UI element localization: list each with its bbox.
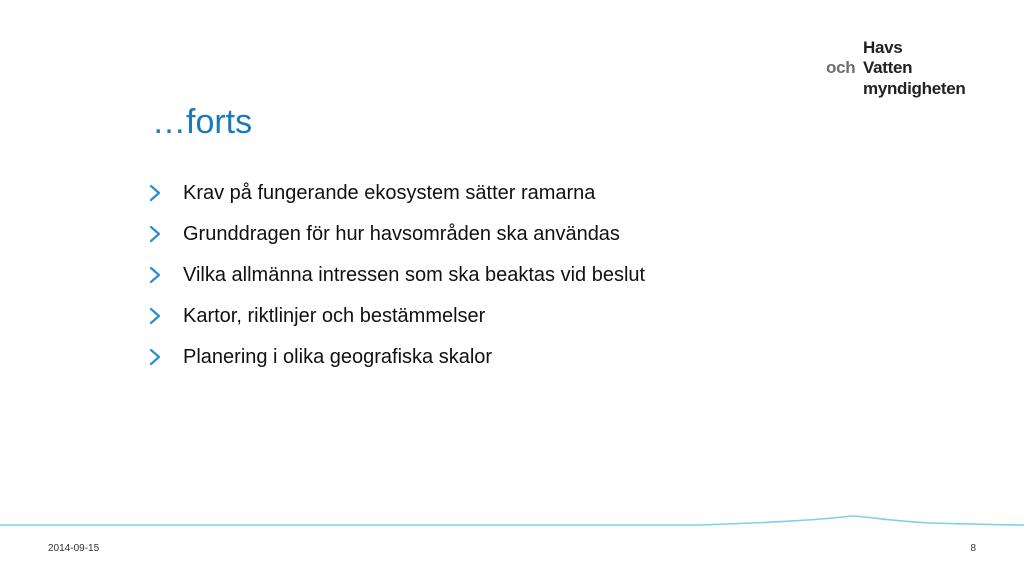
footer-date: 2014-09-15 — [48, 543, 100, 554]
chevron-right-icon — [148, 347, 162, 367]
chevron-right-icon — [148, 265, 162, 285]
logo-word-myndigheten: myndigheten — [863, 79, 966, 98]
havs-och-vatten-logo — [820, 34, 990, 104]
bullet-item — [148, 172, 645, 213]
bullet-item — [148, 336, 645, 377]
bullet-text: Vilka allmänna intressen som ska beaktas vid beslut — [183, 263, 646, 286]
bullet-item — [148, 254, 645, 295]
chevron-right-icon — [148, 183, 162, 203]
bullet-text: Krav på fungerande ekosystem sätter ramarna — [183, 181, 596, 204]
bullet-text: Grunddragen för hur havsområden ska användas — [183, 222, 620, 245]
bullet-text: Planering i olika geografiska skalor — [183, 345, 493, 368]
logo-word-vatten: Vatten — [863, 58, 913, 77]
chevron-right-icon — [148, 306, 162, 326]
chevron-right-icon — [148, 224, 162, 244]
bullet-text: Kartor, riktlinjer och bestämmelser — [183, 304, 486, 327]
wave-divider — [0, 505, 1024, 535]
bullet-list — [148, 172, 645, 377]
bullet-item — [148, 295, 645, 336]
page-number: 8 — [970, 543, 976, 554]
bullet-item — [148, 213, 645, 254]
logo-word-havs: Havs — [863, 38, 903, 57]
slide-title: …forts — [152, 103, 253, 141]
logo-word-och: och — [826, 58, 856, 77]
